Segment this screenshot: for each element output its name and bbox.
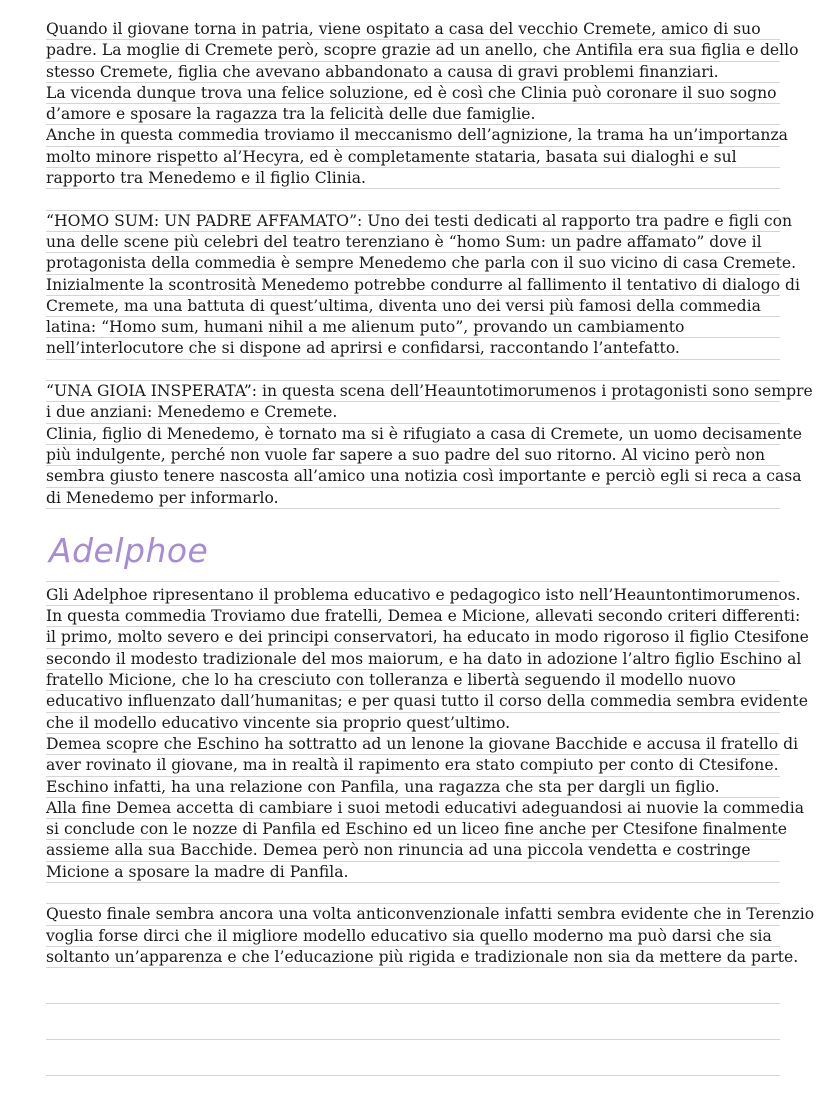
text-line: “UNA GIOIA INSPERATA”: in questa scena dell’Heauntotimorumenos i protagonisti sono sempre: [46, 382, 813, 401]
text-line: fratello Micione, che lo ha cresciuto con tolleranza e libertà seguendo il modello nuovo: [46, 671, 736, 690]
text-line: Alla fine Demea accetta di cambiare i suoi metodi educativi adeguandosi ai nuovie la commedia: [46, 798, 805, 817]
text-line: molto minore rispetto al’Hecyra, ed è completamente stataria, basata sui dialoghi e sul: [46, 147, 737, 166]
text-line: voglia forse dirci che il migliore modello educativo sia quello moderno ma può darsi che sia: [46, 926, 772, 945]
text-line: soltanto un’apparenza e che l’educazione più rigida e tradizionale non sia da mettere da parte.: [46, 947, 799, 966]
ruled-line: [46, 1003, 780, 1004]
text-line: Quando il giovane torna in patria, viene ospitato a casa del vecchio Cremete, amico di suo: [46, 20, 761, 38]
text-line: d’amore e sposare la ragazza tra la felicità delle due famiglie.: [46, 105, 536, 124]
paragraph: [46, 381, 813, 509]
text-line: nell’interlocutore che si dispone ad aprirsi e confidarsi, raccontando l’antefatto.: [46, 339, 680, 358]
text-line: La vicenda dunque trova una felice soluzione, ed è così che Clinia può coronare il suo sogno: [46, 83, 777, 102]
text-line: di Menedemo per informarlo.: [46, 488, 279, 507]
text-line: Micione a sposare la madre di Panfila.: [46, 862, 349, 881]
text-line: assieme alla sua Bacchide. Demea però non rinuncia ad una piccola vendetta e costringe: [46, 841, 751, 860]
paragraph-gap: [46, 189, 796, 210]
text-line: Gli Adelphoe ripresentano il problema educativo e pedagogico isto nell’Heauntontimorumenos.: [46, 585, 801, 604]
text-line: Cremete, ma una battuta di quest’ultima, diventa uno dei versi più famosi della commedia: [46, 296, 761, 315]
text-line: educativo influenzato dall’humanitas; e per quasi tutto il corso della commedia sembra evidente: [46, 692, 808, 711]
text-line: che il modello educativo vincente sia proprio quest’ultimo.: [46, 713, 511, 732]
heading-gap: [46, 509, 796, 523]
text-line: Eschino infatti, ha una relazione con Panfila, una ragazza che sta per dargli un figlio.: [46, 777, 720, 796]
paragraph: [46, 904, 815, 968]
text-line: Questo finale sembra ancora una volta anticonvenzionale infatti sembra evidente che in Terenzio: [46, 905, 815, 924]
text-line: i due anziani: Menedemo e Cremete.: [46, 403, 338, 422]
document-body: [46, 19, 815, 968]
paragraph: [46, 211, 801, 360]
text-line: più indulgente, perché non vuole far sapere a suo padre del suo ritorno. Al vicino però non: [46, 445, 766, 464]
text-line: In questa commedia Troviamo due fratelli, Demea e Micione, allevati secondo criteri differenti:: [46, 607, 801, 626]
text-line: sembra giusto tenere nascosta all’amico una notizia così importante e perciò egli si reca a casa: [46, 467, 802, 486]
text-line: secondo il modesto tradizionale del mos maiorum, e ha dato in adozione l’altro figlio Eschino al: [46, 649, 802, 668]
text-line: una delle scene più celebri del teatro terenziano è “homo Sum: un padre affamato” dove il: [46, 232, 762, 251]
paragraph-gap: [46, 360, 796, 381]
text-line: Clinia, figlio di Menedemo, è tornato ma si è rifugiato a casa di Cremete, un uomo decisamente: [46, 424, 802, 443]
text-line: padre. La moglie di Cremete però, scopre grazie ad un anello, che Antifila era sua figlia e dello: [46, 41, 799, 60]
paragraph: [46, 585, 809, 883]
text-line: si conclude con le nozze di Panfila ed Eschino ed un liceo fine anche per Ctesifone finalmente: [46, 820, 787, 839]
ruled-line: [46, 1075, 780, 1076]
ruled-line: [46, 1039, 780, 1040]
text-line: stesso Cremete, figlia che avevano abbandonato a causa di gravi problemi finanziari.: [46, 62, 719, 81]
text-line: il primo, molto severo e dei principi conservatori, ha educato in modo rigoroso il figlio Ctesifone: [46, 628, 809, 647]
text-line: aver rovinato il giovane, ma in realtà il rapimento era stato compiuto per conto di Ctesifone.: [46, 756, 779, 775]
section-heading: Adelphoe: [49, 530, 209, 570]
text-line: rapporto tra Menedemo e il figlio Clinia.: [46, 169, 366, 188]
paragraph: [46, 19, 799, 189]
paragraph-gap: [46, 883, 796, 904]
text-line: “HOMO SUM: UN PADRE AFFAMATO”: Uno dei testi dedicati al rapporto tra padre e figli con: [46, 211, 793, 230]
text-line: Anche in questa commedia troviamo il meccanismo dell’agnizione, la trama ha un’importanza: [46, 126, 788, 145]
text-line: Inizialmente la scontrosità Menedemo potrebbe condurre al fallimento il tentativo di dialogo di: [46, 275, 801, 294]
text-line: latina: “Homo sum, humani nihil a me alienum puto”, provando un cambiamento: [46, 318, 685, 337]
text-line: protagonista della commedia è sempre Menedemo che parla con il suo vicino di casa Cremete.: [46, 254, 797, 273]
text-line: Demea scopre che Eschino ha sottratto ad un lenone la giovane Bacchide e accusa il fratello di: [46, 734, 799, 753]
